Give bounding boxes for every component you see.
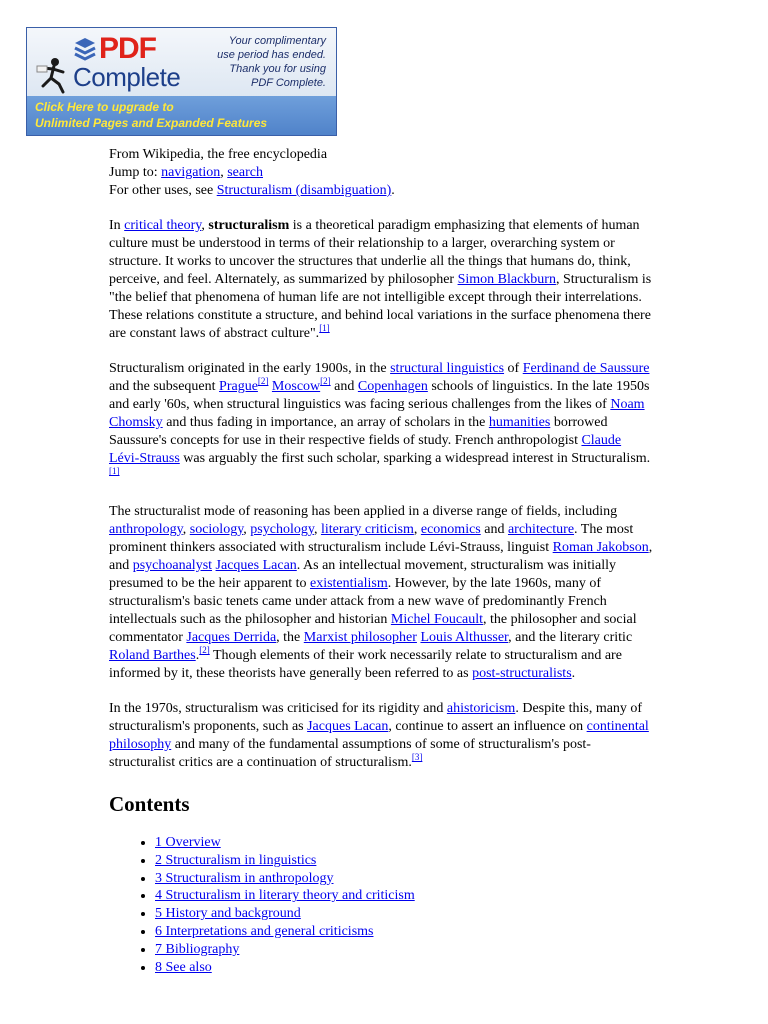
trial-message-line: use period has ended. [217,49,326,61]
text: , the [276,630,304,645]
other-prefix: For other uses, see [109,183,217,198]
ref-2[interactable]: [2] [199,645,210,656]
link-literary-criticism[interactable]: literary criticism [320,522,414,537]
article-meta [109,146,654,200]
link-prague[interactable]: Prague [219,379,258,394]
text: , [313,522,321,537]
text: Structuralism originated in the early 1900s, in the [109,361,391,376]
toc-link-anthropology[interactable]: 3 Structuralism in anthropology [155,870,334,886]
ref-2[interactable]: [2] [320,376,331,387]
ref-2[interactable]: [2] [257,376,269,387]
paragraph-fields [109,503,654,683]
text: , continue to assert an influence on [388,719,587,734]
link-psychoanalyst[interactable]: psychoanalyst [132,558,213,573]
text: . The most prominent thinkers associated with structuralism include Lévi-Strauss, linguist [109,522,634,555]
text: , [201,218,209,233]
link-critical-theory[interactable]: critical theory [124,218,202,233]
link-existentialism[interactable]: existentialism [309,576,388,591]
toc-item [155,887,654,905]
link-psychology[interactable]: psychology [250,522,314,537]
toc-link-history[interactable]: 5 History and background [155,906,301,922]
text: , [413,522,421,537]
text: and [330,379,358,394]
source-line: From Wikipedia, the free encyclopedia [109,147,328,162]
running-figure-icon [33,54,73,94]
text: . [195,648,200,663]
jump-prefix: Jump to: [109,165,162,180]
link-simon-blackburn[interactable]: Simon Blackburn [457,272,556,287]
text: , and [109,540,653,573]
toc-link-see-also[interactable]: 8 See also [155,959,212,975]
jump-to-line [109,164,654,182]
layers-icon [73,36,97,62]
link-continental-philosophy[interactable]: continental philosophy [109,719,649,752]
link-structural-linguistics[interactable]: structural linguistics [390,361,505,376]
link-jacques-lacan[interactable]: Jacques Lacan [307,719,389,734]
text: The structuralist mode of reasoning has been applied in a diverse range of fields, including [109,504,618,519]
jump-navigation-link[interactable]: navigation [161,165,221,180]
toc-link-linguistics[interactable]: 2 Structuralism in linguistics [155,852,317,868]
link-michel-foucault[interactable]: Michel Foucault [390,612,484,627]
link-jacques-derrida[interactable]: Jacques Derrida [186,630,277,645]
paragraph-origins [109,360,654,486]
ref-3[interactable]: [3] [411,752,423,763]
toc-link-overview[interactable]: 1 Overview [155,835,221,850]
toc-item [155,941,654,959]
text: and many of the fundamental assumptions of some of structuralism's post-structuralist critics are a continuation of structuralism. [109,737,591,770]
link-humanities[interactable]: humanities [488,415,551,430]
text: Though elements of their work necessarily relate to structuralism and are informed by it, these theorists have generally been referred to as [109,648,622,681]
term-structuralism: structuralism [208,218,290,233]
text: and the subsequent [109,379,220,394]
trial-message [176,34,326,90]
link-marxist-philosopher[interactable]: Marxist philosopher [303,630,417,645]
toc-item [155,834,654,852]
link-sociology[interactable]: sociology [189,522,244,537]
link-copenhagen[interactable]: Copenhagen [357,379,428,394]
text: , and the literary critic [508,630,633,645]
text: schools of linguistics. In the late 1950s and early '60s, when structural linguistics was facing serious challenges from the likes of [109,379,650,412]
disambiguation-link[interactable]: Structuralism (disambiguation) [216,183,392,198]
link-architecture[interactable]: architecture [507,522,575,537]
text: and thus fading in importance, an array of scholars in the [162,415,489,430]
text: In the 1970s, structuralism was criticised for its rigidity and [109,701,447,716]
ref-1[interactable]: [1] [319,323,330,334]
link-moscow[interactable]: Moscow [271,379,321,394]
upgrade-line[interactable]: Unlimited Pages and Expanded Features [35,116,268,130]
text: of [504,361,523,376]
link-jacques-lacan[interactable]: Jacques Lacan [215,558,297,573]
toc-item [155,923,654,941]
text: , Structuralism is "the belief that phenomena of human life are not intelligible except through their interrelations. These relations constitute a structure, and behind local variations in the surface phenomena there are constant laws of abstract culture". [109,272,652,341]
text: is a theoretical paradigm emphasizing that elements of human culture must be understood in terms of their relationship to a larger, overarching system or structure. It works to uncover the structures that underlie all the things that humans do, think, perceive, and feel. Alternately, as summarized by philosopher [109,218,640,287]
text: , [243,522,251,537]
logo-complete-text: Complete [73,62,181,92]
upgrade-link[interactable] [27,96,336,136]
paragraph-intro [109,217,654,343]
toc-link-bibliography[interactable]: 7 Bibliography [155,941,240,957]
toc-link-interpretations[interactable]: 6 Interpretations and general criticisms [155,923,374,939]
upgrade-line[interactable]: Click Here to upgrade to [35,100,174,114]
pdf-complete-banner[interactable] [26,27,337,136]
link-saussure[interactable]: Ferdinand de Saussure [522,361,650,376]
link-louis-althusser[interactable]: Louis Althusser [420,630,509,645]
logo-pdf-text: PDF [99,32,156,65]
link-ahistoricism[interactable]: ahistoricism [446,701,516,716]
text: was arguably the first such scholar, sparking a widespread interest in Structuralism. [179,451,651,466]
paragraph-criticism [109,700,654,772]
text: , [182,522,190,537]
trial-message-line: PDF Complete. [251,77,326,89]
other-uses-line [109,182,654,200]
toc-link-literary-theory[interactable]: 4 Structuralism in literary theory and criticism [155,888,415,904]
trial-message-line: Thank you for using [229,63,326,75]
table-of-contents [109,834,654,976]
toc-item [155,905,654,923]
text: In [109,218,125,233]
text: . However, by the late 1960s, many of structuralism's basic tenets came under attack from a new wave of predominantly French intellectuals such as the philosopher and historian [109,576,607,627]
text: and [480,522,508,537]
ref-1[interactable]: [1] [109,466,120,477]
link-levi-strauss[interactable]: Claude Lévi-Strauss [109,433,622,466]
text: . As an intellectual movement, structuralism was initially presumed to be the heir apparent to [109,558,616,591]
toc-item [155,959,654,977]
link-roman-jakobson[interactable]: Roman Jakobson [552,540,649,555]
jump-search-link[interactable]: search [227,165,263,180]
text: , the philosopher and social commentator [109,612,637,645]
trial-message-line: Your complimentary [228,35,326,47]
toc-item [155,870,654,888]
link-post-structuralists[interactable]: post-structuralists [472,666,572,681]
contents-heading: Contents [109,792,190,816]
link-anthropology[interactable]: anthropology [109,522,183,537]
toc-item [155,852,654,870]
link-noam-chomsky[interactable]: Noam Chomsky [109,397,645,430]
text: . [571,666,576,681]
link-economics[interactable]: economics [420,522,481,537]
other-suffix: . [391,183,395,198]
jump-separator: , [220,165,228,180]
text: borrowed Saussure's concepts for use in their respective fields of study. French anthropologist [109,415,608,448]
article-body [109,146,654,976]
link-roland-barthes[interactable]: Roland Barthes [109,648,196,663]
text: . Despite this, many of structuralism's proponents, such as [109,701,643,734]
